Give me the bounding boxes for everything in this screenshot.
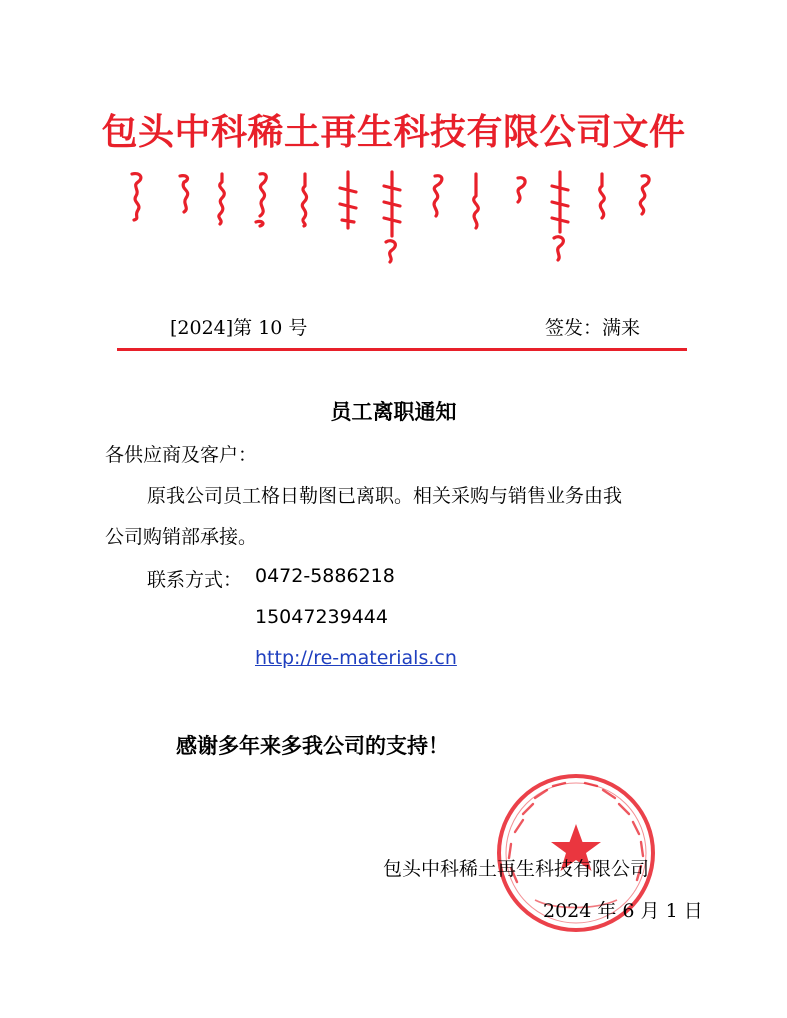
mongolian-glyph — [340, 172, 356, 228]
mongolian-glyph — [474, 174, 479, 228]
salutation: 各供应商及客户： — [105, 444, 258, 466]
mongolian-glyph — [434, 176, 442, 216]
signature-company: 包头中科稀土再生科技有限公司 — [383, 858, 650, 880]
contact-website-link[interactable]: http://re-materials.cn — [255, 647, 457, 669]
contact-phone-2: 15047239444 — [255, 606, 388, 628]
document-number: [2024]第 10 号 — [170, 317, 308, 339]
contact-label: 联系方式： — [147, 569, 243, 591]
contact-phone-1: 0472-5886218 — [255, 565, 395, 587]
mongolian-glyph — [132, 174, 141, 220]
mongolian-glyph — [600, 174, 605, 218]
signature-date: 2024 年 6 月 1 日 — [543, 900, 703, 922]
mongolian-glyph — [640, 176, 649, 214]
notice-title: 员工离职通知 — [330, 400, 457, 424]
mongolian-glyph — [256, 174, 266, 226]
header-divider — [117, 348, 687, 351]
thanks-message: 感谢多年来多我公司的支持！ — [176, 734, 449, 758]
issuer: 签发：满来 — [545, 317, 641, 339]
mongolian-glyph — [180, 176, 188, 212]
mongolian-glyph — [384, 172, 400, 262]
mongolian-glyph — [552, 172, 568, 260]
company-title: 包头中科稀土再生科技有限公司文件 — [101, 112, 686, 153]
notice-paragraph-line-1: 原我公司员工格日勒图已离职。相关采购与销售业务由我 — [147, 485, 623, 507]
notice-paragraph-line-2: 公司购销部承接。 — [105, 526, 258, 548]
mongolian-glyph — [219, 174, 224, 224]
mongolian-glyph — [518, 178, 525, 202]
mongolian-script-title — [110, 168, 670, 268]
mongolian-glyph — [302, 174, 306, 226]
